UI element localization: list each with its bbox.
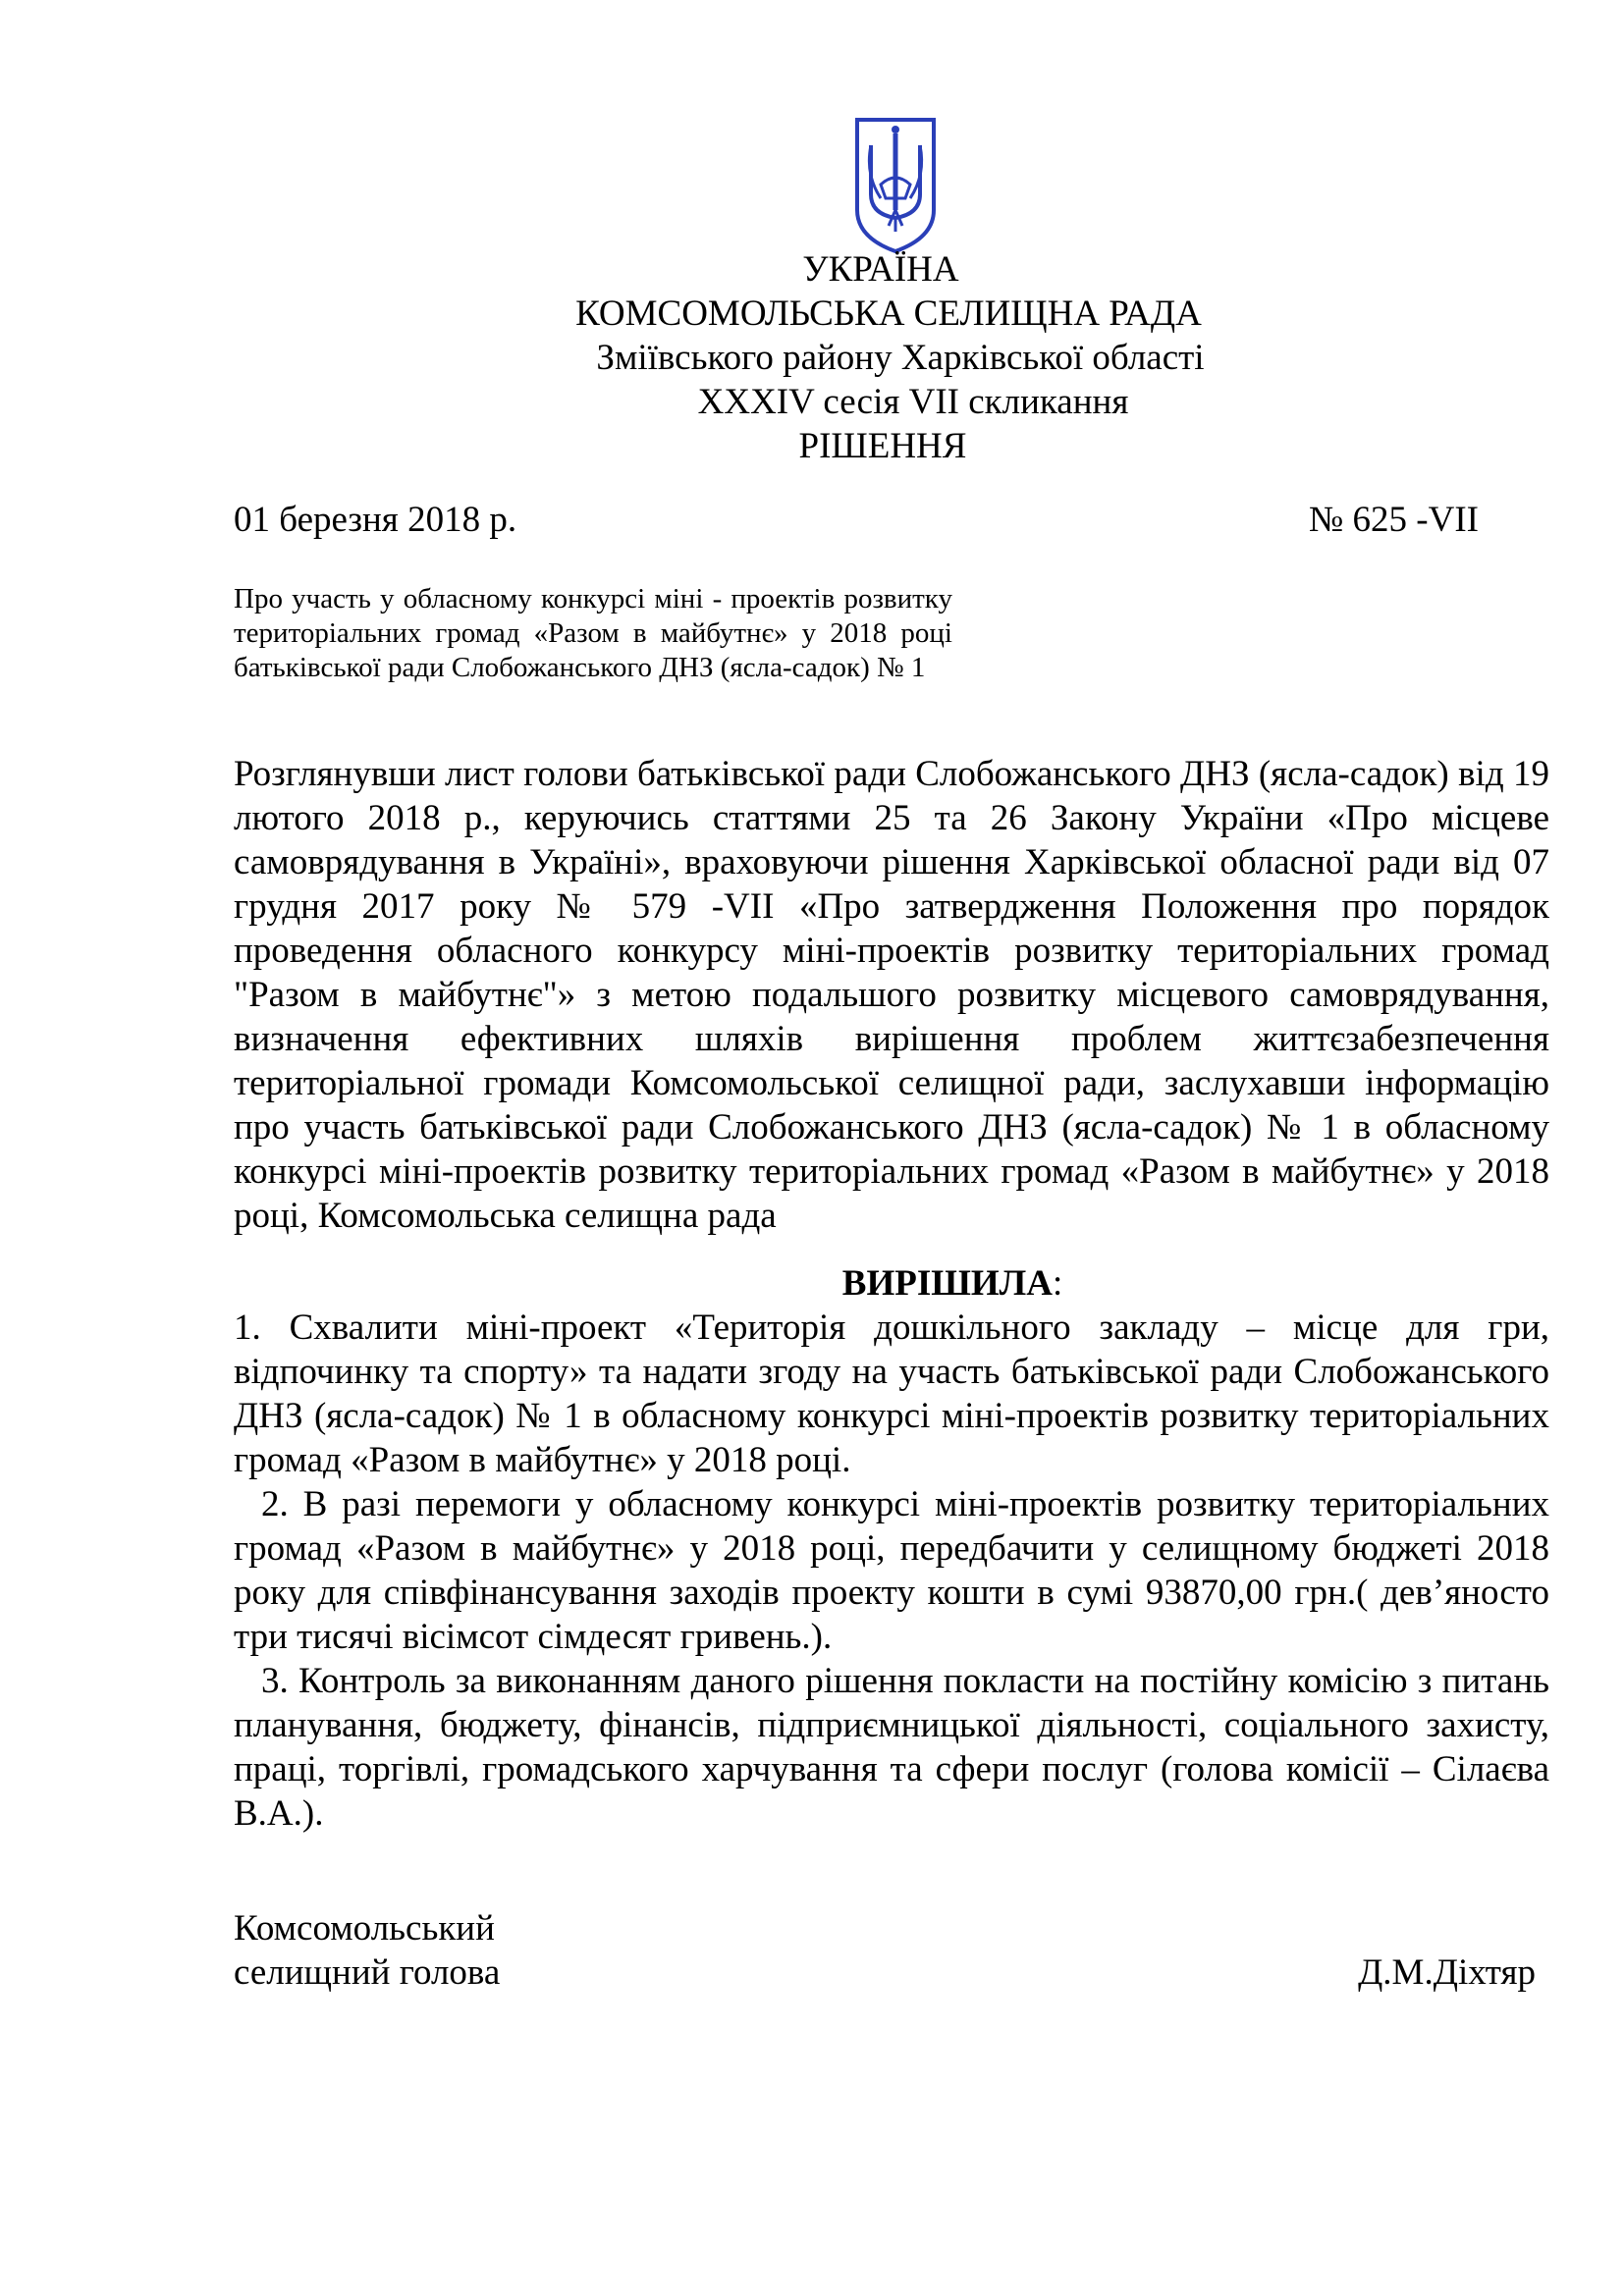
coat-of-arms-icon xyxy=(851,116,940,255)
preamble-paragraph: Розглянувши лист голови батьківської ради Слобожанського ДНЗ (ясла-садок) від 19 лютого 2018 р., керуючись статтями 25 та 26 Закону України «Про місцеве самоврядування в Україні», враховуючи рішення Харківської обласної ради від 07 грудня 2017 року № 579 -VII «Про затвердження Положення про порядок проведення обласного конкурсу міні-проектів розвитку територіальних громад "Разом в майбутнє"» з метою подальшого розвитку місцевого самоврядування, визначення ефективних шляхів вирішення проблем життєзабезпечення територіальної громади Комсомольської селищної ради, заслухавши інформацію про участь батьківської ради Слобожанського ДНЗ (ясла-садок) № 1 в обласному конкурсі міні-проектів розвитку територіальних громад «Разом в майбутнє» у 2018 році, Комсомольська селищна рада xyxy=(234,754,1549,1236)
resolved-colon: : xyxy=(1052,1263,1063,1304)
decision-item-2: 2. В разі перемоги у обласному конкурсі міні-проектів розвитку територіальних громад «Разом в майбутнє» у 2018 році, передбачити у селищному бюджеті 2018 року для співфінансування заходів проекту кошти в сумі 93870,00 грн.( дев’яносто три тисячі вісімсот сімдесят гривень.). xyxy=(234,1484,1549,1657)
session-name: XXXIV сесія VII скликання xyxy=(697,382,1129,422)
resolved-label: ВИРІШИЛА xyxy=(841,1263,1053,1304)
decision-items xyxy=(234,1306,1549,1836)
signatory-title-line-2: селищний голова xyxy=(234,1952,501,1993)
district-name: Зміївського району Харківської області xyxy=(596,338,1205,378)
decision-date: 01 березня 2018 р. xyxy=(234,500,517,540)
country-name: УКРАЇНА xyxy=(802,249,959,290)
resolved-heading xyxy=(0,1261,1624,1306)
decision-item-1: 1. Схвалити міні-проект «Територія дошкільного закладу – місце для гри, відпочинку та спорту» та надати згоду на участь батьківської ради Слобожанського ДНЗ (ясла-садок) № 1 в обласному конкурсі міні-проектів розвитку територіальних громад «Разом в майбутнє» у 2018 році. xyxy=(234,1308,1549,1480)
signatory-title xyxy=(234,1906,500,1995)
decision-subject: Про участь у обласному конкурсі міні - проектів розвитку територіальних громад «Разом в майбутнє» у 2018 році батьківської ради Слобожанського ДНЗ (ясла-садок) № 1 xyxy=(234,583,952,683)
council-name: КОМСОМОЛЬСЬКА СЕЛИЩНА РАДА xyxy=(575,294,1202,334)
signatory-title-line-1: Комсомольський xyxy=(234,1908,495,1949)
signatory-name: Д.М.Діхтяр xyxy=(1358,1952,1536,1993)
decision-item-3: 3. Контроль за виконанням даного рішення покласти на постійну комісію з питань планування, бюджету, фінансів, підприємницької діяльності, соціального захисту, праці, торгівлі, громадського харчування та сфери послуг (голова комісії – Сілаєва В.А.). xyxy=(234,1661,1549,1834)
document-type: РІШЕННЯ xyxy=(798,426,967,466)
decision-number: № 625 -VII xyxy=(1309,500,1479,540)
document-header xyxy=(0,247,1624,468)
